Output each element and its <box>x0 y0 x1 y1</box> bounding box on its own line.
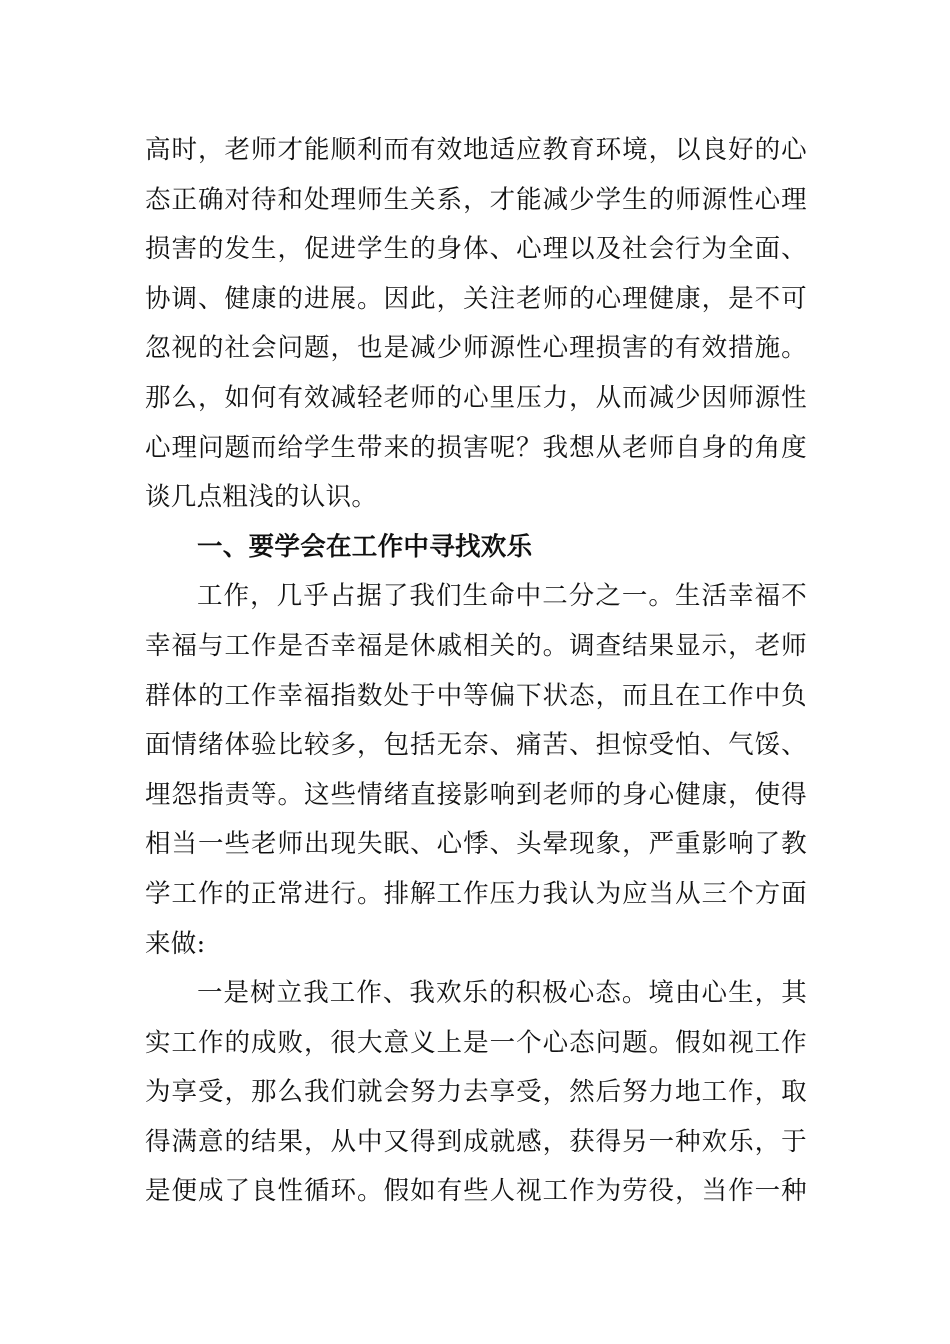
section-heading: 一、要学会在工作中寻找欢乐 <box>197 531 533 562</box>
text-line: 得满意的结果，从中又得到成就感，获得另一种欢乐，于 <box>145 1126 807 1157</box>
text-line: 是便成了良性循环。假如有些人视工作为劳役，当作一种 <box>145 1176 807 1207</box>
paragraph-work-happiness <box>145 572 807 969</box>
text-line: 实工作的成败，很大意义上是一个心态问题。假如视工作 <box>145 1027 807 1058</box>
text-line: 来做: <box>145 928 206 959</box>
text-line: 心理问题而给学生带来的损害呢？我想从老师自身的角度 <box>145 432 807 463</box>
text-line: 一是树立我工作、我欢乐的积极心态。境由心生，其 <box>197 978 807 1009</box>
text-line: 面情绪体验比较多，包括无奈、痛苦、担惊受怕、气馁、 <box>145 730 807 761</box>
text-line: 协调、健康的进展。因此，关注老师的心理健康，是不可 <box>145 283 807 314</box>
text-line: 幸福与工作是否幸福是休戚相关的。调查结果显示，老师 <box>145 630 807 661</box>
paragraph-positive-mindset <box>145 969 807 1217</box>
text-line: 态正确对待和处理师生关系，才能减少学生的师源性心理 <box>145 184 807 215</box>
text-line: 那么，如何有效减轻老师的心里压力，从而减少因师源性 <box>145 382 807 413</box>
document-body <box>145 126 807 1217</box>
text-line: 学工作的正常进行。排解工作压力我认为应当从三个方面 <box>145 878 807 909</box>
text-line: 工作，几乎占据了我们生命中二分之一。生活幸福不 <box>197 581 807 612</box>
text-line: 埋怨指责等。这些情绪直接影响到老师的身心健康，使得 <box>145 779 807 810</box>
text-line: 群体的工作幸福指数处于中等偏下状态，而且在工作中负 <box>145 680 807 711</box>
text-line: 谈几点粗浅的认识。 <box>145 482 378 513</box>
text-line: 忽视的社会问题，也是减少师源性心理损害的有效措施。 <box>145 333 807 364</box>
text-line: 相当一些老师出现失眠、心悸、头晕现象，严重影响了教 <box>145 829 807 860</box>
text-line: 为享受，那么我们就会努力去享受，然后努力地工作，取 <box>145 1077 807 1108</box>
paragraph-intro-continued <box>145 126 807 523</box>
text-line: 高时，老师才能顺利而有效地适应教育环境，以良好的心 <box>145 135 807 165</box>
text-line: 损害的发生，促进学生的身体、心理以及社会行为全面、 <box>145 234 807 265</box>
